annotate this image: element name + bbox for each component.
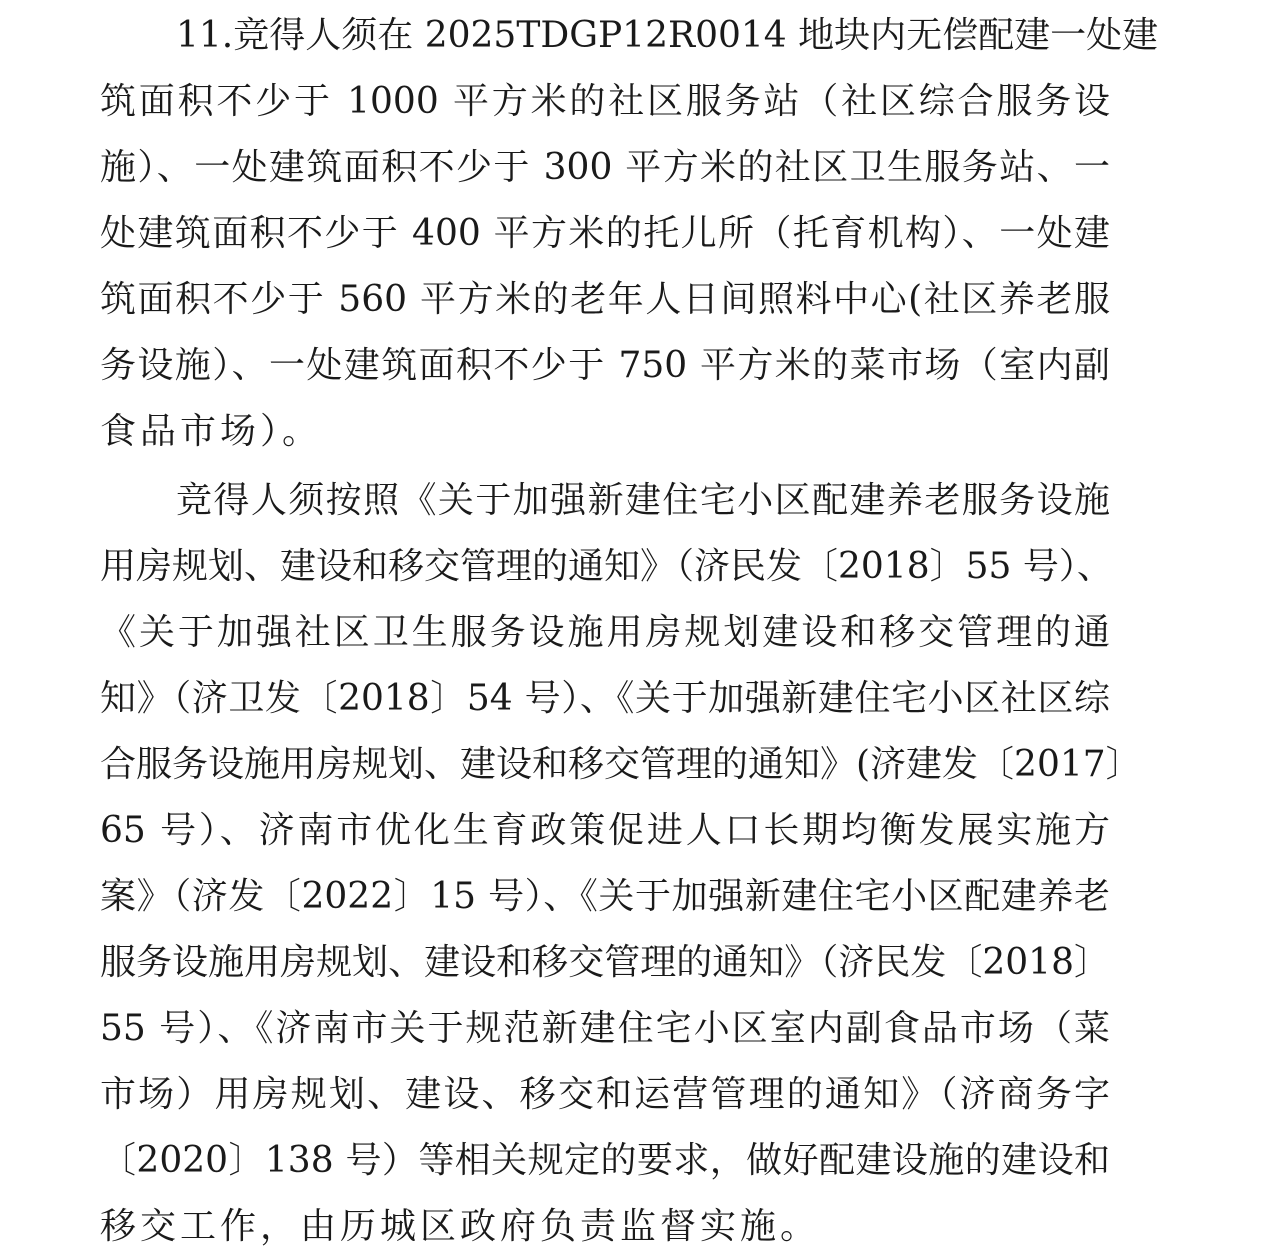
paragraph-1-line-6: 务设施）、一处建筑面积不少于 750 平方米的菜市场（室内副: [100, 345, 1110, 386]
paragraph-2-line-5: 合服务设施用房规划、建设和移交管理的通知》(济建发〔2017〕: [100, 744, 1142, 785]
paragraph-2-line-4: 知》（济卫发〔2018〕54 号）、《关于加强新建住宅小区社区综: [100, 678, 1110, 719]
paragraph-2-line-1: 竞得人须按照《关于加强新建住宅小区配建养老服务设施: [176, 480, 1110, 521]
paragraph-2-line-7: 案》（济发〔2022〕15 号）、《关于加强新建住宅小区配建养老: [100, 876, 1110, 917]
paragraph-2-line-8: 服务设施用房规划、建设和移交管理的通知》（济民发〔2018〕: [100, 942, 1110, 983]
paragraph-1-line-5: 筑面积不少于 560 平方米的老年人日间照料中心(社区养老服: [100, 279, 1110, 320]
paragraph-2-line-3: 《关于加强社区卫生服务设施用房规划建设和移交管理的通: [100, 612, 1110, 653]
paragraph-2-line-11: 〔2020〕138 号）等相关规定的要求，做好配建设施的建设和: [100, 1140, 1110, 1181]
paragraph-2-line-9: 55 号）、《济南市关于规范新建住宅小区室内副食品市场（菜: [100, 1008, 1110, 1049]
paragraph-2-line-12: 移交工作，由历城区政府负责监督实施。: [100, 1206, 821, 1247]
paragraph-1-line-2: 筑面积不少于 1000 平方米的社区服务站（社区综合服务设: [100, 81, 1110, 122]
paragraph-2-line-10: 市场）用房规划、建设、移交和运营管理的通知》（济商务字: [100, 1074, 1110, 1115]
paragraph-2-line-2: 用房规划、建设和移交管理的通知》（济民发〔2018〕55 号）、: [100, 546, 1113, 587]
paragraph-1-line-4: 处建筑面积不少于 400 平方米的托儿所（托育机构）、一处建: [100, 213, 1110, 254]
paragraph-2-line-6: 65 号）、济南市优化生育政策促进人口长期均衡发展实施方: [100, 810, 1110, 851]
paragraph-1-line-3: 施）、一处建筑面积不少于 300 平方米的社区卫生服务站、一: [100, 147, 1110, 188]
paragraph-1-line-1: 11.竞得人须在 2025TDGP12R0014 地块内无偿配建一处建: [176, 15, 1159, 56]
paragraph-1-line-7: 食品市场）。: [100, 411, 323, 452]
